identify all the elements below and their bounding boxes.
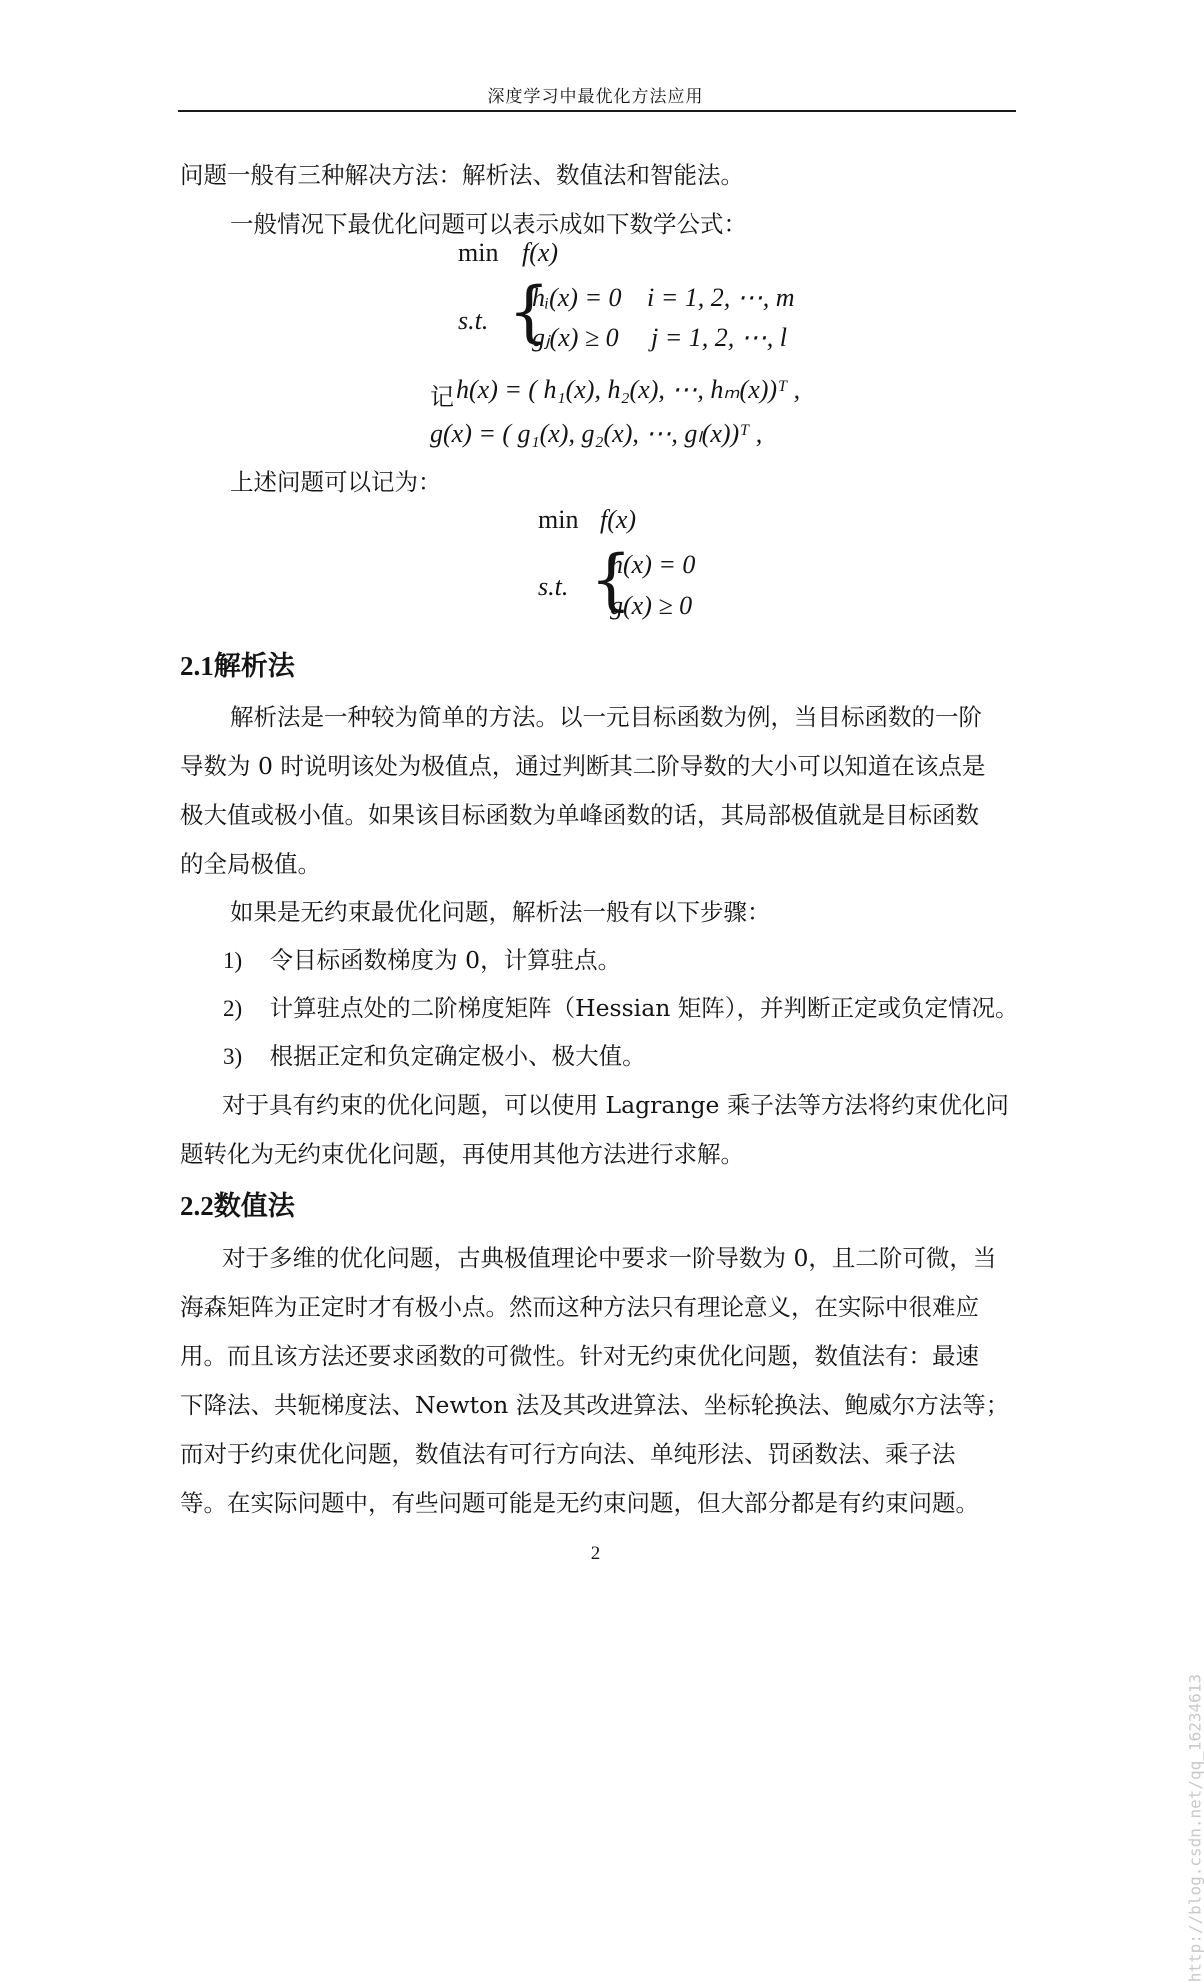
header-rule xyxy=(178,110,1016,112)
section-2-1-p1-line-1: 解析法是一种较为简单的方法。以一元目标函数为例，当目标函数的一阶 xyxy=(230,703,982,731)
section-2-2-p1-line-3: 用。而且该方法还要求函数的可微性。针对无约束优化问题，数值法有：最速 xyxy=(180,1342,979,1370)
section-2-2-p1-line-4: 下降法、共轭梯度法、Newton 法及其改进算法、坐标轮换法、鲍威尔方法等； xyxy=(180,1391,1010,1419)
formula-1-min: min xyxy=(458,238,499,267)
formula-2-constraint-2: g(x) ≥ 0 xyxy=(610,591,693,620)
section-2-2-p1-line-1: 对于多维的优化问题，古典极值理论中要求一阶导数为 0，且二阶可微，当 xyxy=(222,1244,997,1272)
list-item xyxy=(223,936,621,985)
list-item-number: 2) xyxy=(223,996,243,1021)
intro-line-2: 一般情况下最优化问题可以表示成如下数学公式： xyxy=(230,210,747,238)
section-2-2-p1-line-2: 海森矩阵为正定时才有极小点。然而这种方法只有理论意义，在实际中很难应 xyxy=(180,1293,979,1321)
formula-1-brace: { xyxy=(508,273,550,350)
list-item-text: 根据正定和负定确定极小、极大值。 xyxy=(269,1042,646,1070)
notation-h-definition: h(x) = ( h₁(x), h₂(x), ⋯, hₘ(x))ᵀ , xyxy=(456,375,801,404)
notation-prefix: 记 xyxy=(430,383,454,411)
formula-2-st: s.t. xyxy=(538,572,569,601)
list-item xyxy=(223,984,1019,1033)
section-2-1-title: 2.1解析法 xyxy=(180,651,295,681)
restate-line: 上述问题可以记为： xyxy=(230,468,442,496)
formula-2-constraint-1: h(x) = 0 xyxy=(610,550,696,579)
list-item-text: 令目标函数梯度为 0，计算驻点。 xyxy=(269,946,622,974)
section-2-1-p3-line-2: 题转化为无约束优化问题，再使用其他方法进行求解。 xyxy=(180,1140,744,1168)
formula-1-constraint-2: gⱼ(x) ≥ 0 xyxy=(532,323,619,352)
section-2-1-p3-line-1: 对于具有约束的优化问题，可以使用 Lagrange 乘子法等方法将约束优化问 xyxy=(222,1091,1009,1119)
watermark: http://blog.csdn.net/qq_16234613 xyxy=(1185,1674,1204,1982)
section-2-1-p1-line-3: 极大值或极小值。如果该目标函数为单峰函数的话，其局部极值就是目标函数 xyxy=(180,801,979,829)
running-header: 深度学习中最优化方法应用 xyxy=(487,87,704,107)
list-item-text: 计算驻点处的二阶梯度矩阵（Hessian 矩阵），并判断正定或负定情况。 xyxy=(269,994,1019,1022)
formula-1-st: s.t. xyxy=(458,306,489,335)
formula-2-brace: { xyxy=(590,541,632,618)
list-item xyxy=(223,1032,646,1081)
section-2-2-title: 2.2数值法 xyxy=(180,1191,295,1221)
list-item-number: 1) xyxy=(223,948,243,973)
formula-1-constraint-2-range: j = 1, 2, ⋯, l xyxy=(651,323,787,352)
section-2-2-p1-line-5: 而对于约束优化问题，数值法有可行方向法、单纯形法、罚函数法、乘子法 xyxy=(180,1440,956,1468)
intro-line-1: 问题一般有三种解决方法：解析法、数值法和智能法。 xyxy=(180,161,744,189)
section-2-1-p1-line-4: 的全局极值。 xyxy=(180,850,321,878)
notation-g-definition: g(x) = ( g₁(x), g₂(x), ⋯, gₗ(x))ᵀ , xyxy=(430,419,763,448)
formula-1-objective: f(x) xyxy=(522,238,559,267)
list-item-number: 3) xyxy=(223,1044,243,1069)
section-2-2-p1-line-6: 等。在实际问题中，有些问题可能是无约束问题，但大部分都是有约束问题。 xyxy=(180,1489,979,1517)
formula-2-min: min xyxy=(538,505,579,534)
section-2-1-paragraph-2: 如果是无约束最优化问题，解析法一般有以下步骤： xyxy=(230,898,771,926)
formula-1-constraint-1: hᵢ(x) = 0 xyxy=(532,283,622,312)
formula-1-constraint-1-range: i = 1, 2, ⋯, m xyxy=(647,283,795,312)
formula-2-objective: f(x) xyxy=(600,505,637,534)
section-2-1-p1-line-2: 导数为 0 时说明该处为极值点，通过判断其二阶导数的大小可以知道在该点是 xyxy=(180,752,986,780)
page-number: 2 xyxy=(590,1543,601,1564)
